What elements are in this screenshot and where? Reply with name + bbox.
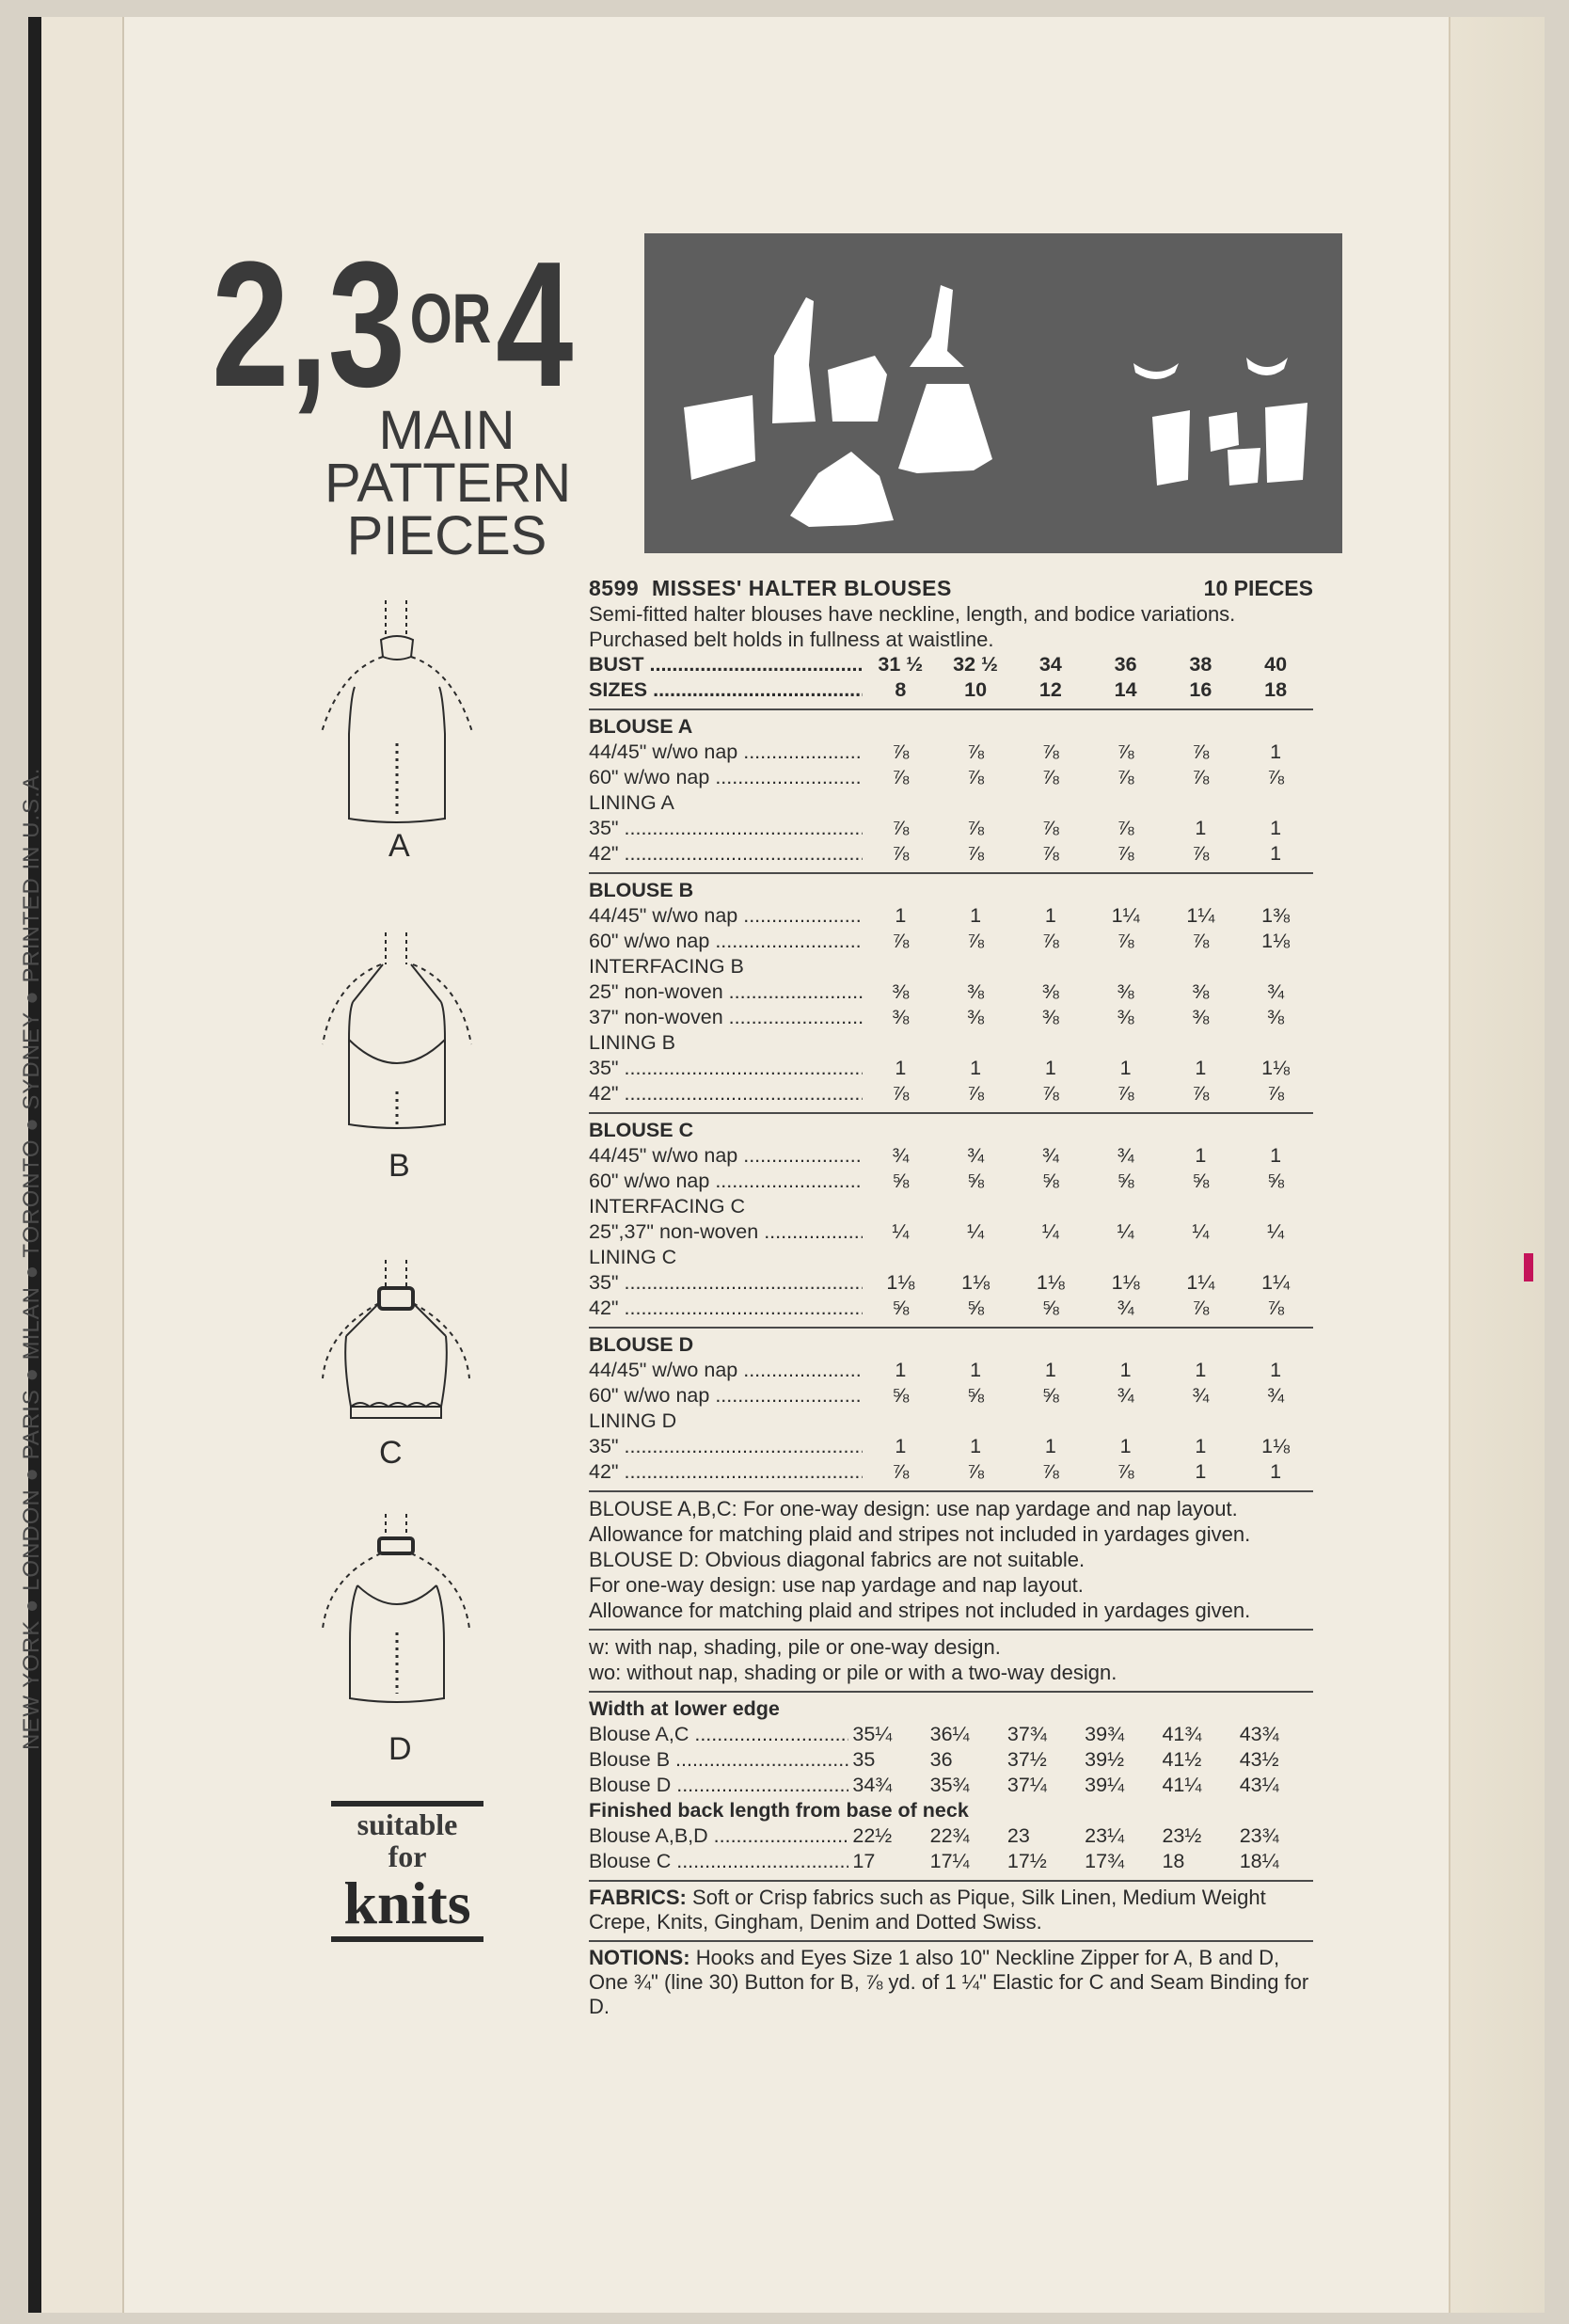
yardage-row <box>589 903 1313 929</box>
yardage-value: ¾ <box>967 1144 985 1167</box>
yardage-value: ⅝ <box>1192 1170 1210 1192</box>
yardage-value: ¼ <box>967 1220 985 1243</box>
yardage-value: ⅞ <box>1117 766 1134 788</box>
size-header-value: 10 <box>964 678 988 701</box>
width-value: 39¾ <box>1085 1723 1125 1745</box>
length-row <box>589 1849 1313 1874</box>
width-value: 39½ <box>1085 1748 1125 1771</box>
count-or: OR <box>409 279 492 358</box>
yardage-row <box>589 979 1313 1005</box>
yardage-value: ⅝ <box>892 1297 910 1319</box>
yardage-row <box>589 929 1313 954</box>
length-value: 23¾ <box>1239 1824 1279 1847</box>
size-header-value: 31 ½ <box>878 653 924 676</box>
yardage-value: 1 <box>970 1435 982 1457</box>
yardage-row <box>589 1358 1313 1383</box>
notions-label: NOTIONS: <box>589 1946 690 1969</box>
yardage-value: 1¼ <box>1186 904 1215 927</box>
yardage-value: ¾ <box>892 1144 910 1167</box>
abbreviation-line: w: with nap, shading, pile or one-way design. <box>589 1635 1001 1659</box>
yardage-value: 1 <box>1270 1144 1282 1167</box>
yardage-value: 1 <box>1270 1359 1282 1381</box>
yardage-row <box>589 841 1313 867</box>
yardage-value: 1 <box>1119 1057 1132 1079</box>
yardage-section-title: BLOUSE C <box>589 1119 694 1141</box>
view-b-back-illustration <box>315 927 480 1162</box>
yardage-row <box>589 1030 1313 1056</box>
size-header-value: 14 <box>1114 678 1137 701</box>
view-label-b: B <box>388 1148 410 1184</box>
yardage-row <box>589 790 1313 816</box>
piece-neckband-2 <box>1246 358 1288 375</box>
yardage-value: 1¼ <box>1186 1271 1215 1294</box>
yardage-value: ⅞ <box>1267 1082 1285 1105</box>
divider <box>589 1880 1313 1882</box>
yardage-value: ⅜ <box>967 1006 985 1028</box>
yardage-value: ⅞ <box>1267 1297 1285 1319</box>
yardage-value: ¼ <box>1041 1220 1059 1243</box>
yardage-value: 1⅛ <box>961 1271 991 1294</box>
yardage-value: 1 <box>1044 1435 1056 1457</box>
yardage-value: ⅞ <box>1267 766 1285 788</box>
yardage-value: ⅞ <box>967 740 985 763</box>
yardage-row <box>589 1270 1313 1296</box>
yardage-row <box>589 1081 1313 1106</box>
yardage-value: 1 <box>1270 842 1282 865</box>
size-header-value: 8 <box>895 678 907 701</box>
width-value: 41½ <box>1162 1748 1202 1771</box>
yardage-row-label: LINING D <box>589 1409 677 1432</box>
yardage-value: 1 <box>1044 904 1056 927</box>
yardage-row-label: 44/45" w/wo nap ..... <box>589 903 863 929</box>
width-value: 43½ <box>1239 1748 1279 1771</box>
piece-back-a <box>828 356 887 422</box>
yardage-value: ⅜ <box>1267 1006 1285 1028</box>
length-value: 17¼ <box>929 1850 970 1872</box>
yardage-row-label: 60" w/wo nap ..... <box>589 1383 863 1409</box>
yardage-value: ⅞ <box>967 1460 985 1483</box>
fabrics-section <box>589 1886 1313 1934</box>
yardage-value: 1 <box>1195 1144 1207 1167</box>
yardage-value: ⅞ <box>1192 1297 1210 1319</box>
divider <box>589 1940 1313 1942</box>
yardage-value: ⅞ <box>892 817 910 839</box>
width-row <box>589 1722 1313 1747</box>
length-row <box>589 1823 1313 1849</box>
size-header-row <box>589 652 1313 677</box>
piece-back-b <box>790 452 894 527</box>
yardage-value: ⅞ <box>1192 842 1210 865</box>
yardage-value: ⅜ <box>1041 980 1059 1003</box>
yardage-value: 1 <box>970 904 982 927</box>
size-header-value: 40 <box>1264 653 1288 676</box>
nap-abbreviations <box>589 1634 1313 1685</box>
badge-knits: knits <box>343 1870 471 1936</box>
yardage-value: ⅞ <box>892 1460 910 1483</box>
piece-bodice-left <box>684 395 755 480</box>
yardage-value: ⅞ <box>1041 1082 1059 1105</box>
yardage-value: 1⅛ <box>1261 1435 1291 1457</box>
yardage-value: ⅝ <box>967 1297 985 1319</box>
yardage-row-label: 42" ..... <box>589 841 863 867</box>
pattern-title: MISSES' HALTER BLOUSES <box>651 576 952 600</box>
yardage-value: ⅜ <box>1117 980 1134 1003</box>
width-table <box>589 1722 1313 1798</box>
yardage-value: 1 <box>1195 1460 1207 1483</box>
size-header-label: SIZES ..... <box>589 677 863 703</box>
yardage-value: ⅞ <box>892 930 910 952</box>
pattern-number: 8599 <box>589 576 640 600</box>
spine-text: NEW YORK ● LONDON ● PARIS ● MILAN ● TORONTO ● SYDNEY ● PRINTED IN U.S.A. <box>19 767 44 1750</box>
yardage-row <box>589 1056 1313 1081</box>
width-value: 35¾ <box>929 1774 970 1796</box>
notions-section <box>589 1946 1313 2019</box>
yardage-value: 1⅛ <box>1111 1271 1140 1294</box>
size-header-table <box>589 652 1313 703</box>
yardage-value: ⅞ <box>1192 766 1210 788</box>
pattern-header <box>589 576 1313 601</box>
size-header-value: 32 ½ <box>953 653 998 676</box>
yardage-row-label: INTERFACING B <box>589 955 744 978</box>
yardage-value: ⅞ <box>892 740 910 763</box>
badge-bar-top <box>331 1801 483 1807</box>
yardage-value: 1⅜ <box>1261 904 1291 927</box>
yardage-row <box>589 1409 1313 1434</box>
pattern-description: Semi-fitted halter blouses have neckline, length, and bodice variations. Purchased belt holds in fullness at waistline. <box>589 602 1236 651</box>
view-label-c: C <box>379 1435 403 1471</box>
badge-line: for <box>388 1839 427 1873</box>
yardage-value: 1 <box>1195 1359 1207 1381</box>
heading-line: MAIN <box>378 400 515 461</box>
yardage-row <box>589 1245 1313 1270</box>
length-value: 18 <box>1162 1850 1185 1872</box>
view-label-d: D <box>388 1731 412 1767</box>
yardage-value: 1 <box>1044 1359 1056 1381</box>
width-value: 41¼ <box>1162 1774 1202 1796</box>
yardage-value: 1 <box>895 1359 907 1381</box>
piece-front-b <box>898 384 992 473</box>
width-row <box>589 1747 1313 1773</box>
yardage-value: 1 <box>1119 1359 1132 1381</box>
width-row-label: Blouse A,C ..... <box>589 1722 848 1747</box>
yardage-value: ¾ <box>1117 1384 1134 1407</box>
length-title: Finished back length from base of neck <box>589 1799 969 1822</box>
count-max: 4 <box>495 225 574 424</box>
abbreviation-line: wo: without nap, shading or pile or with a two-way design. <box>589 1661 1117 1684</box>
length-value: 22½ <box>852 1824 893 1847</box>
layout-note: Allowance for matching plaid and stripes not included in yardages given. <box>589 1599 1251 1622</box>
badge-line: suitable <box>357 1807 458 1841</box>
magenta-mark <box>1524 1253 1533 1281</box>
divider <box>589 708 1313 710</box>
yardage-value: ¼ <box>1192 1220 1210 1243</box>
layout-note: Allowance for matching plaid and stripes not included in yardages given. <box>589 1522 1251 1546</box>
yardage-value: ⅜ <box>892 980 910 1003</box>
yardage-row <box>589 1459 1313 1485</box>
width-value: 35 <box>852 1748 876 1771</box>
yardage-value: ⅜ <box>967 980 985 1003</box>
yardage-row <box>589 1194 1313 1219</box>
yardage-row-label: 60" w/wo nap ..... <box>589 1169 863 1194</box>
fabrics-label: FABRICS: <box>589 1886 687 1909</box>
width-value: 34¾ <box>852 1774 893 1796</box>
yardage-value: 1⅛ <box>1036 1271 1065 1294</box>
yardage-value: 1¼ <box>1261 1271 1291 1294</box>
yardage-value: ⅞ <box>1192 930 1210 952</box>
width-value: 43¾ <box>1239 1723 1279 1745</box>
yardage-row-label: 35" ..... <box>589 1434 863 1459</box>
yardage-row-label: 44/45" w/wo nap ..... <box>589 1358 863 1383</box>
yardage-section-title: BLOUSE D <box>589 1333 694 1356</box>
yardage-value: 1⅛ <box>1261 930 1291 952</box>
yardage-value: ¼ <box>1117 1220 1134 1243</box>
yardage-row <box>589 765 1313 790</box>
yardage-value: ⅝ <box>1041 1297 1059 1319</box>
yardage-value: ⅝ <box>892 1384 910 1407</box>
piece-facing-3 <box>1265 403 1308 483</box>
yardage-value: ⅝ <box>1041 1384 1059 1407</box>
length-value: 23½ <box>1162 1824 1202 1847</box>
yardage-value: ⅜ <box>1192 980 1210 1003</box>
yardage-value: ⅞ <box>1117 1082 1134 1105</box>
piece-neckband-1 <box>1133 363 1179 379</box>
yardage-table <box>589 708 1313 1485</box>
yardage-value: 1 <box>1195 1435 1207 1457</box>
divider <box>589 872 1313 874</box>
width-row-label: Blouse B ..... <box>589 1747 848 1773</box>
yardage-value: 1 <box>1119 1435 1132 1457</box>
yardage-row-label: INTERFACING C <box>589 1195 746 1218</box>
yardage-value: ⅞ <box>967 842 985 865</box>
view-label-a: A <box>388 828 410 864</box>
yardage-value: 1 <box>1270 740 1282 763</box>
yardage-value: ⅞ <box>967 817 985 839</box>
yardage-value: ¾ <box>1267 980 1285 1003</box>
piece-facing-1 <box>1152 410 1190 485</box>
yardage-row <box>589 1296 1313 1321</box>
yardage-row <box>589 1219 1313 1245</box>
piece-facing-4 <box>1228 448 1260 485</box>
layout-notes <box>589 1496 1313 1623</box>
yardage-row-label: 35" ..... <box>589 816 863 841</box>
yardage-row-label: 42" ..... <box>589 1081 863 1106</box>
size-header-value: 34 <box>1038 653 1062 676</box>
divider <box>589 1629 1313 1631</box>
view-a-back-illustration <box>315 593 480 847</box>
yardage-value: ¼ <box>1267 1220 1285 1243</box>
yardage-value: ⅝ <box>967 1384 985 1407</box>
layout-note: BLOUSE A,B,C: For one-way design: use nap yardage and nap layout. <box>589 1497 1238 1520</box>
yardage-row-label: 35" ..... <box>589 1056 863 1081</box>
main-pattern-pieces-heading <box>325 400 572 566</box>
size-header-value: 18 <box>1264 678 1288 701</box>
pattern-pieces-count <box>212 225 574 424</box>
yardage-value: ⅞ <box>892 842 910 865</box>
yardage-value: 1¼ <box>1111 904 1140 927</box>
yardage-value: ¾ <box>1267 1384 1285 1407</box>
yardage-row-label: 37" non-woven ..... <box>589 1005 863 1030</box>
width-row-label: Blouse D ..... <box>589 1773 848 1798</box>
yardage-row-label: 25" non-woven ..... <box>589 979 863 1005</box>
heading-line: PATTERN <box>325 453 572 514</box>
yardage-value: ⅞ <box>892 766 910 788</box>
yardage-value: ¾ <box>1117 1144 1134 1167</box>
width-value: 36 <box>929 1748 953 1771</box>
yardage-value: 1 <box>970 1057 982 1079</box>
yardage-section-title: BLOUSE A <box>589 715 693 738</box>
size-header-value: 12 <box>1038 678 1062 701</box>
pattern-pieces-illustration <box>644 233 1342 553</box>
yardage-value: 1 <box>1195 1057 1207 1079</box>
yardage-section-title: BLOUSE B <box>589 879 694 901</box>
yardage-value: 1 <box>1270 1460 1282 1483</box>
yardage-value: ⅞ <box>1117 842 1134 865</box>
yardage-row <box>589 1143 1313 1169</box>
length-value: 18¼ <box>1239 1850 1279 1872</box>
yardage-value: ⅜ <box>1041 1006 1059 1028</box>
yardage-value: ⅞ <box>967 930 985 952</box>
yardage-value: ¼ <box>892 1220 910 1243</box>
size-header-value: 16 <box>1189 678 1212 701</box>
yardage-row-label: 60" w/wo nap ..... <box>589 765 863 790</box>
envelope-right-fold <box>1449 17 1545 2313</box>
yardage-value: 1 <box>1195 817 1207 839</box>
yardage-row-label: 42" ..... <box>589 1459 863 1485</box>
pattern-pieces-silhouettes <box>644 233 1342 553</box>
yardage-row-label: 44/45" w/wo nap ..... <box>589 1143 863 1169</box>
yardage-row-label: LINING C <box>589 1246 677 1268</box>
yardage-value: 1 <box>895 1435 907 1457</box>
yardage-row <box>589 816 1313 841</box>
yardage-row-label: 60" w/wo nap ..... <box>589 929 863 954</box>
yardage-value: ⅝ <box>1117 1170 1134 1192</box>
layout-note: For one-way design: use nap yardage and nap layout. <box>589 1573 1084 1597</box>
width-value: 35¼ <box>852 1723 893 1745</box>
width-value: 37¼ <box>1006 1774 1047 1796</box>
length-row-label: Blouse A,B,D ..... <box>589 1823 848 1849</box>
layout-note: BLOUSE D: Obvious diagonal fabrics are not suitable. <box>589 1548 1086 1571</box>
width-value: 37½ <box>1006 1748 1047 1771</box>
yardage-row <box>589 1434 1313 1459</box>
pattern-pieces-total: 10 PIECES <box>1203 576 1313 600</box>
piece-collar <box>910 285 964 367</box>
width-row <box>589 1773 1313 1798</box>
yardage-value: ⅝ <box>1041 1170 1059 1192</box>
yardage-value: ¾ <box>1192 1384 1210 1407</box>
yardage-row <box>589 1383 1313 1409</box>
yardage-value: 1 <box>895 904 907 927</box>
yardage-row-label: 44/45" w/wo nap ..... <box>589 740 863 765</box>
piece-facing-2 <box>1209 412 1239 452</box>
yardage-value: 1 <box>895 1057 907 1079</box>
fabrics-text: Soft or Crisp fabrics such as Pique, Silk Linen, Medium Weight Crepe, Knits, Gingham, Denim and Dotted Swiss. <box>589 1886 1266 1934</box>
yardage-value: ⅜ <box>1192 1006 1210 1028</box>
yardage-value: ¾ <box>1041 1144 1059 1167</box>
length-value: 23¼ <box>1085 1824 1125 1847</box>
yardage-value: ⅞ <box>1041 1460 1059 1483</box>
yardage-row-label: 25",37" non-woven ..... <box>589 1219 863 1245</box>
pattern-info-column <box>589 576 1313 2019</box>
yardage-row <box>589 1169 1313 1194</box>
yardage-value: ⅞ <box>1041 930 1059 952</box>
yardage-value: ⅜ <box>892 1006 910 1028</box>
notions-text: Hooks and Eyes Size 1 also 10" Neckline Zipper for A, B and D, One ¾" (line 30) Button for B, ⅞ yd. of 1 ¼" Elastic for C and Seam Binding for D. <box>589 1946 1309 2018</box>
yardage-value: ⅞ <box>1041 740 1059 763</box>
yardage-value: ⅜ <box>1117 1006 1134 1028</box>
yardage-row <box>589 1005 1313 1030</box>
view-d-back-illustration <box>315 1510 480 1717</box>
yardage-value: ⅞ <box>1117 817 1134 839</box>
length-value: 23 <box>1006 1824 1030 1847</box>
size-header-value: 38 <box>1189 653 1212 676</box>
yardage-row-label: 42" ..... <box>589 1296 863 1321</box>
yardage-row <box>589 954 1313 979</box>
yardage-value: ⅞ <box>967 1082 985 1105</box>
yardage-value: ⅞ <box>967 766 985 788</box>
length-value: 17¾ <box>1085 1850 1125 1872</box>
yardage-value: ⅞ <box>1117 740 1134 763</box>
yardage-row-label: 35" ..... <box>589 1270 863 1296</box>
width-value: 36¼ <box>929 1723 970 1745</box>
yardage-row-label: LINING B <box>589 1031 675 1054</box>
piece-front-a <box>772 297 816 423</box>
width-value: 43¼ <box>1239 1774 1279 1796</box>
yardage-value: ⅝ <box>1267 1170 1285 1192</box>
yardage-value: ⅞ <box>892 1082 910 1105</box>
view-c-back-illustration <box>315 1256 480 1425</box>
yardage-value: ⅞ <box>1117 1460 1134 1483</box>
heading-line: PIECES <box>346 505 547 566</box>
yardage-value: ⅝ <box>892 1170 910 1192</box>
divider <box>589 1327 1313 1329</box>
badge-bar-bottom <box>331 1936 483 1942</box>
length-row-label: Blouse C ..... <box>589 1849 848 1874</box>
divider <box>589 1490 1313 1492</box>
yardage-value: ⅞ <box>1041 766 1059 788</box>
yardage-value: 1⅛ <box>1261 1057 1291 1079</box>
yardage-value: 1⅛ <box>886 1271 915 1294</box>
width-title: Width at lower edge <box>589 1697 780 1720</box>
count-range: 2,3 <box>212 225 406 424</box>
length-value: 17½ <box>1006 1850 1047 1872</box>
yardage-value: ⅞ <box>1192 1082 1210 1105</box>
length-value: 22¾ <box>929 1824 970 1847</box>
yardage-value: ⅞ <box>1041 842 1059 865</box>
yardage-value: 1 <box>970 1359 982 1381</box>
yardage-value: ⅞ <box>1192 740 1210 763</box>
divider <box>589 1112 1313 1114</box>
yardage-row <box>589 740 1313 765</box>
width-value: 37¾ <box>1006 1723 1047 1745</box>
width-value: 39¼ <box>1085 1774 1125 1796</box>
yardage-value: ⅞ <box>1041 817 1059 839</box>
suitable-for-knits-badge <box>331 1799 483 1944</box>
size-header-label: BUST ..... <box>589 652 863 677</box>
size-header-value: 36 <box>1114 653 1137 676</box>
length-value: 17 <box>852 1850 876 1872</box>
yardage-value: ⅞ <box>1117 930 1134 952</box>
yardage-value: ⅝ <box>967 1170 985 1192</box>
yardage-row-label: LINING A <box>589 791 674 814</box>
yardage-value: ¾ <box>1117 1297 1134 1319</box>
yardage-value: 1 <box>1044 1057 1056 1079</box>
size-header-row <box>589 677 1313 703</box>
divider <box>589 1691 1313 1693</box>
width-value: 41¾ <box>1162 1723 1202 1745</box>
yardage-value: 1 <box>1270 817 1282 839</box>
length-table <box>589 1823 1313 1874</box>
